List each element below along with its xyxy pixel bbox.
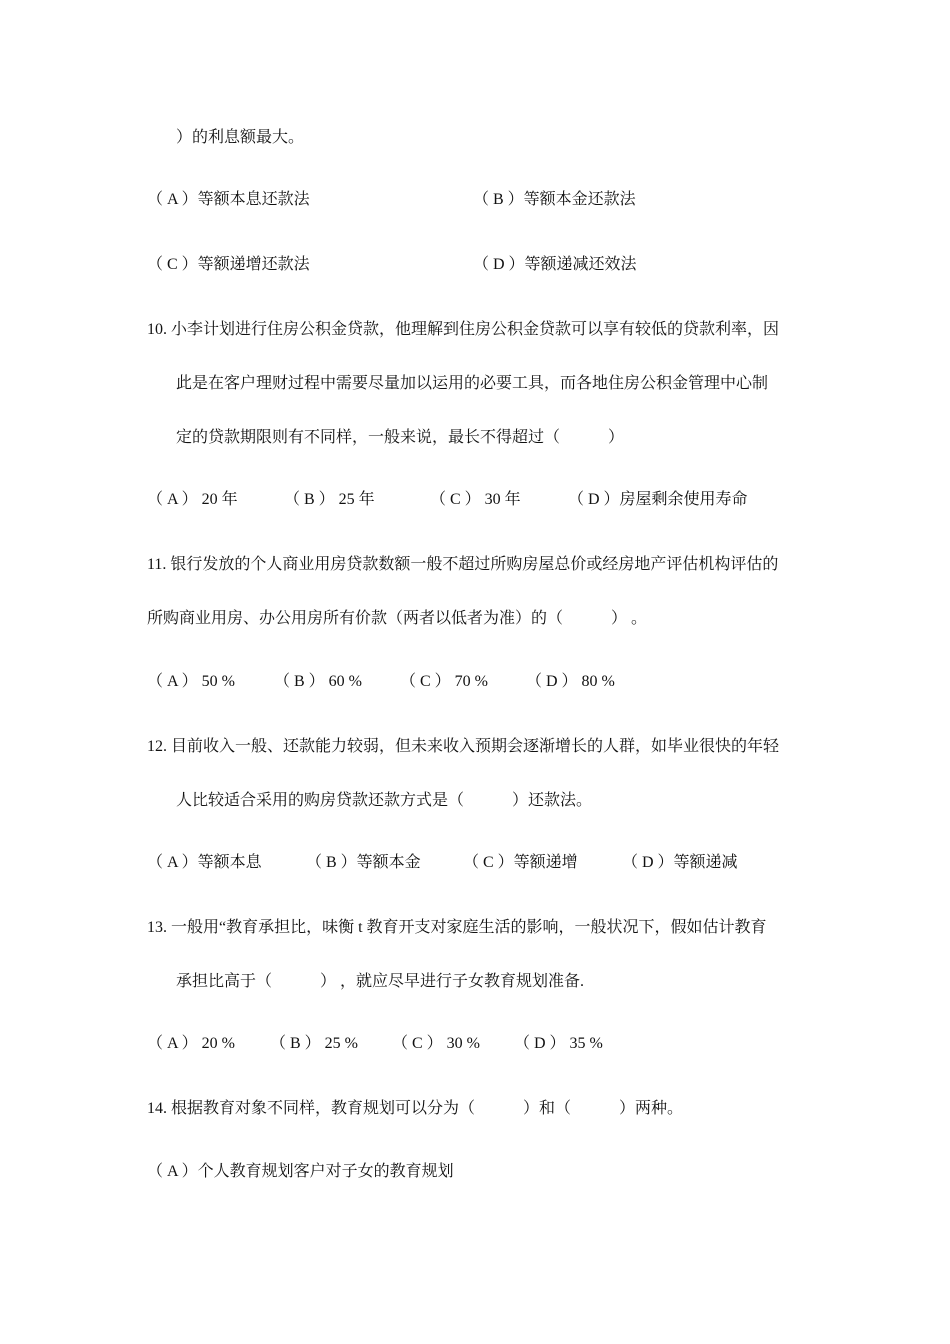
q13-option-c: （ C ） 30 % <box>392 1035 481 1052</box>
q12-option-a: （ A ）等额本息 <box>147 854 262 871</box>
q10-option-b: （ B ） 25 年 <box>284 491 375 508</box>
q12-line1: 12. 目前收入一般、还款能力较弱，但未来收入预期会逐渐增长的人群，如毕业很快的年轻 <box>147 738 780 755</box>
q9-option-a: （ A ）等额本息还款法 <box>147 191 310 208</box>
q14-line1: 14. 根据教育对象不同样，教育规划可以分为（ ）和（ ）两种。 <box>147 1100 684 1117</box>
q9-option-d: （ D ）等额递减还效法 <box>473 256 637 273</box>
q12-option-c: （ C ）等额递增 <box>463 854 578 871</box>
q11-option-c: （ C ） 70 % <box>400 673 489 690</box>
q12-option-b: （ B ）等额本金 <box>306 854 421 871</box>
q13-option-b: （ B ） 25 % <box>270 1035 359 1052</box>
q9-option-b: （ B ）等额本金还款法 <box>473 191 636 208</box>
q14-option-a: （ A ）个人教育规划客户对子女的教育规划 <box>147 1163 454 1180</box>
q11-option-d: （ D ） 80 % <box>526 673 615 690</box>
q13-line1: 13. 一般用“教育承担比，味衡 t 教育开支对家庭生活的影响，一般状况下，假如估计教育 <box>147 919 767 936</box>
q10-option-d: （ D ）房屋剩余使用寿命 <box>568 491 748 508</box>
q12-option-d: （ D ）等额递减 <box>622 854 738 871</box>
q11-line2: 所购商业用房、办公用房所有价款（两者以低者为准）的（ ） 。 <box>147 610 648 627</box>
q10-option-c: （ C ） 30 年 <box>430 491 521 508</box>
q10-line1: 10. 小李计划进行住房公积金贷款，他理解到住房公积金贷款可以享有较低的贷款利率，因 <box>147 321 780 338</box>
q10-line3: 定的贷款期限则有不同样，一般来说，最长不得超过（ ） <box>176 429 625 446</box>
q12-line2: 人比较适合采用的购房贷款还款方式是（ ）还款法。 <box>176 792 593 809</box>
q13-line2: 承担比高于（ ） ，就应尽早进行子女教育规划准备. <box>176 973 585 990</box>
q11-option-a: （ A ） 50 % <box>147 673 236 690</box>
q10-option-a: （ A ） 20 年 <box>147 491 238 508</box>
q9-continuation: ）的利息额最大。 <box>176 129 305 146</box>
q13-option-d: （ D ） 35 % <box>514 1035 603 1052</box>
q13-option-a: （ A ） 20 % <box>147 1035 236 1052</box>
q10-line2: 此是在客户理财过程中需要尽量加以运用的必要工具，而各地住房公积金管理中心制 <box>176 375 769 392</box>
q11-line1: 11. 银行发放的个人商业用房贷款数额一般不超过所购房屋总价或经房地产评估机构评估的 <box>147 556 779 573</box>
q11-option-b: （ B ） 60 % <box>274 673 363 690</box>
q9-option-c: （ C ）等额递增还款法 <box>147 256 310 273</box>
